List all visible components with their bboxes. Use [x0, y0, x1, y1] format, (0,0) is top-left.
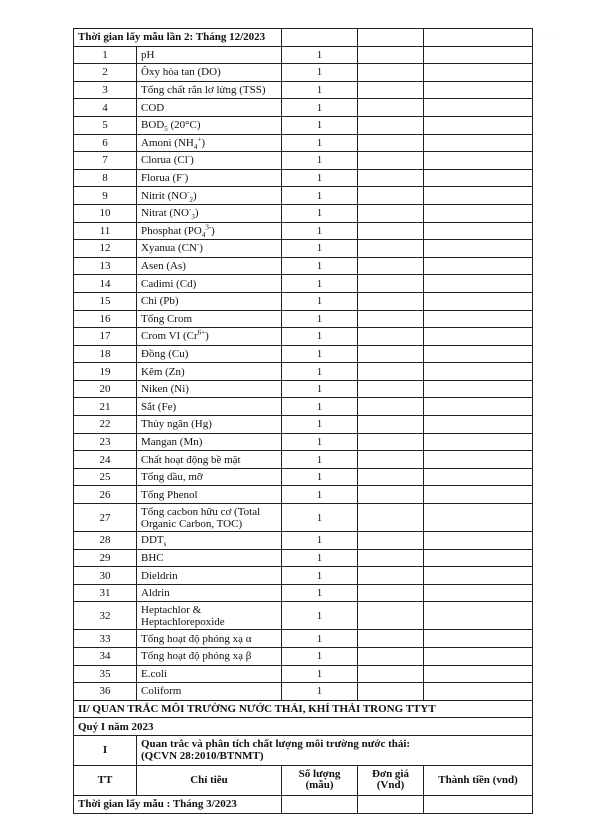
header-total: Thành tiền (vnd) [424, 765, 533, 795]
header-tt: TT [74, 765, 137, 795]
sample-count: 1 [282, 64, 358, 82]
unit-price-cell [358, 204, 424, 222]
sample-count: 1 [282, 310, 358, 328]
unit-price-cell [358, 152, 424, 170]
table-row [74, 398, 533, 416]
row-number: 29 [74, 549, 137, 567]
table-row [74, 504, 533, 532]
table-row [74, 433, 533, 451]
parameter-name: Mangan (Mn) [137, 433, 282, 451]
row-number: 31 [74, 584, 137, 602]
table-row [74, 532, 533, 550]
item-line-2: (QCVN 28:2010/BTNMT) [141, 750, 264, 763]
total-cell [424, 532, 533, 550]
total-cell [424, 630, 533, 648]
unit-price-cell [358, 398, 424, 416]
unit-price-cell [358, 99, 424, 117]
sample-count: 1 [282, 665, 358, 683]
unit-price-cell [358, 345, 424, 363]
unit-price-cell [358, 169, 424, 187]
period-3-title: Thời gian lấy mẫu : Tháng 3/2023 [74, 795, 282, 813]
sample-count: 1 [282, 549, 358, 567]
quarter-row [74, 718, 533, 736]
parameter-name: Chì (Pb) [137, 292, 282, 310]
table-row [74, 468, 533, 486]
table-row [74, 81, 533, 99]
total-cell [424, 468, 533, 486]
parameter-name: Chất hoạt động bề mặt [137, 451, 282, 469]
row-number: 20 [74, 380, 137, 398]
row-number: 23 [74, 433, 137, 451]
parameter-name: Ôxy hòa tan (DO) [137, 64, 282, 82]
unit-price-cell [358, 222, 424, 240]
parameter-name: Xyanua (CN-) [137, 240, 282, 258]
unit-price-cell [358, 416, 424, 434]
row-number: 15 [74, 292, 137, 310]
sample-count: 1 [282, 468, 358, 486]
table-row [74, 64, 533, 82]
period-2-title: Thời gian lấy mẫu lần 2: Tháng 12/2023 [74, 29, 282, 47]
table-row [74, 602, 533, 630]
row-number: 7 [74, 152, 137, 170]
table-row [74, 328, 533, 346]
table-row [74, 204, 533, 222]
sample-count: 1 [282, 380, 358, 398]
parameter-name: Heptachlor & Heptachlorepoxide [137, 602, 282, 630]
total-cell [424, 116, 533, 134]
unit-price-cell [358, 648, 424, 666]
parameter-name: Niken (Ni) [137, 380, 282, 398]
sample-count: 1 [282, 292, 358, 310]
unit-price-cell [358, 486, 424, 504]
sample-count: 1 [282, 584, 358, 602]
row-number: 10 [74, 204, 137, 222]
row-number: 30 [74, 567, 137, 585]
row-number: 27 [74, 504, 137, 532]
sample-count: 1 [282, 648, 358, 666]
total-cell [424, 81, 533, 99]
row-number: 13 [74, 257, 137, 275]
parameter-name: pH [137, 46, 282, 64]
unit-price-cell [358, 451, 424, 469]
sample-count: 1 [282, 134, 358, 152]
table-row [74, 257, 533, 275]
table-row [74, 152, 533, 170]
total-cell [424, 504, 533, 532]
row-number: 1 [74, 46, 137, 64]
price-table [73, 28, 533, 814]
total-cell [424, 433, 533, 451]
total-cell [424, 275, 533, 293]
total-cell [424, 486, 533, 504]
parameter-name: Coliform [137, 683, 282, 701]
row-number: 34 [74, 648, 137, 666]
parameter-name: Tổng Crom [137, 310, 282, 328]
parameter-name: Đồng (Cu) [137, 345, 282, 363]
total-cell [424, 380, 533, 398]
parameter-name: Tổng hoạt độ phóng xạ α [137, 630, 282, 648]
total-cell [424, 451, 533, 469]
row-number: 22 [74, 416, 137, 434]
sample-count: 1 [282, 630, 358, 648]
total-cell [424, 648, 533, 666]
total-cell [424, 46, 533, 64]
unit-price-cell [358, 630, 424, 648]
unit-price-cell [358, 504, 424, 532]
parameter-name: Clorua (Cl-) [137, 152, 282, 170]
table-row [74, 648, 533, 666]
sample-count: 1 [282, 152, 358, 170]
table-row [74, 363, 533, 381]
row-number: 33 [74, 630, 137, 648]
row-number: 21 [74, 398, 137, 416]
total-cell [424, 152, 533, 170]
row-number: 12 [74, 240, 137, 258]
parameter-name: Florua (F-) [137, 169, 282, 187]
row-number: 24 [74, 451, 137, 469]
sample-count: 1 [282, 99, 358, 117]
sample-count: 1 [282, 363, 358, 381]
sample-count: 1 [282, 116, 358, 134]
unit-price-cell [358, 549, 424, 567]
header-name: Chỉ tiêu [137, 765, 282, 795]
row-number: 4 [74, 99, 137, 117]
sample-count: 1 [282, 46, 358, 64]
total-cell [424, 683, 533, 701]
total-cell [424, 222, 533, 240]
total-cell [424, 567, 533, 585]
sample-count: 1 [282, 204, 358, 222]
unit-price-cell [358, 257, 424, 275]
table-row [74, 416, 533, 434]
row-number: 2 [74, 64, 137, 82]
table-row [74, 240, 533, 258]
total-cell [424, 328, 533, 346]
unit-price-cell [358, 240, 424, 258]
row-number: 3 [74, 81, 137, 99]
table-row [74, 584, 533, 602]
total-cell [424, 292, 533, 310]
total-cell [424, 363, 533, 381]
item-description [137, 735, 533, 765]
unit-price-cell [358, 81, 424, 99]
unit-price-cell [358, 532, 424, 550]
sample-count: 1 [282, 567, 358, 585]
sample-count: 1 [282, 187, 358, 205]
period-2-row [74, 29, 533, 47]
sample-count: 1 [282, 345, 358, 363]
sample-count: 1 [282, 602, 358, 630]
table-row [74, 134, 533, 152]
sample-count: 1 [282, 451, 358, 469]
sample-count: 1 [282, 275, 358, 293]
table-row [74, 169, 533, 187]
section-2-title: II/ QUAN TRẮC MÔI TRƯỜNG NƯỚC THẢI, KHÍ THẢI TRONG TTYT [74, 700, 533, 718]
row-number: 25 [74, 468, 137, 486]
scan-artifact-dots: · · · [537, 33, 561, 39]
unit-price-cell [358, 602, 424, 630]
row-number: 18 [74, 345, 137, 363]
unit-price-cell [358, 468, 424, 486]
parameter-name: Kẽm (Zn) [137, 363, 282, 381]
parameter-name: Aldrin [137, 584, 282, 602]
row-number: 11 [74, 222, 137, 240]
unit-price-cell [358, 310, 424, 328]
parameter-name: Nitrit $(NO^-_2)$ [137, 187, 282, 205]
sample-count: 1 [282, 504, 358, 532]
unit-price-cell [358, 187, 424, 205]
table-row [74, 310, 533, 328]
unit-price-cell [358, 328, 424, 346]
parameter-name: $DDT_s$ [137, 532, 282, 550]
table-row [74, 46, 533, 64]
sample-count: 1 [282, 532, 358, 550]
sample-count: 1 [282, 257, 358, 275]
total-cell [424, 64, 533, 82]
row-number: 32 [74, 602, 137, 630]
total-cell [424, 187, 533, 205]
row-number: 28 [74, 532, 137, 550]
unit-price-cell [358, 116, 424, 134]
sample-count: 1 [282, 416, 358, 434]
table-row [74, 275, 533, 293]
sample-count: 1 [282, 169, 358, 187]
parameter-name: Sắt (Fe) [137, 398, 282, 416]
row-number: 9 [74, 187, 137, 205]
table-row [74, 345, 533, 363]
header-price: Đơn giá (Vnd) [358, 765, 424, 795]
table-row [74, 292, 533, 310]
parameter-name: Tổng hoạt độ phóng xạ β [137, 648, 282, 666]
total-cell [424, 134, 533, 152]
sample-count: 1 [282, 683, 358, 701]
unit-price-cell [358, 584, 424, 602]
total-cell [424, 416, 533, 434]
parameter-name: Dieldrin [137, 567, 282, 585]
total-cell [424, 398, 533, 416]
parameter-name: Crom VI $(Cr^{6+})$ [137, 328, 282, 346]
table-row [74, 486, 533, 504]
unit-price-cell [358, 292, 424, 310]
item-number: I [74, 735, 137, 765]
section-2-title-row [74, 700, 533, 718]
parameter-name: Tổng cacbon hữu cơ (Total Organic Carbon, TOC) [137, 504, 282, 532]
parameter-name: Tổng dầu, mỡ [137, 468, 282, 486]
row-number: 6 [74, 134, 137, 152]
parameter-name: E.coli [137, 665, 282, 683]
total-cell [424, 257, 533, 275]
sample-count: 1 [282, 240, 358, 258]
table-row [74, 187, 533, 205]
row-number: 14 [74, 275, 137, 293]
row-number: 5 [74, 116, 137, 134]
table-row [74, 99, 533, 117]
unit-price-cell [358, 275, 424, 293]
parameter-name: Phosphat $(PO_4^{3-})$ [137, 222, 282, 240]
parameter-name: BHC [137, 549, 282, 567]
parameter-name: COD [137, 99, 282, 117]
parameter-name: $BOD_5$ (20°C) [137, 116, 282, 134]
sample-count: 1 [282, 328, 358, 346]
quarter-label: Quý I năm 2023 [74, 718, 533, 736]
parameter-name: Amoni $(NH_4^+)$ [137, 134, 282, 152]
parameter-name: Cadimi (Cd) [137, 275, 282, 293]
unit-price-cell [358, 380, 424, 398]
unit-price-cell [358, 567, 424, 585]
unit-price-cell [358, 64, 424, 82]
table-row [74, 451, 533, 469]
parameter-name: Tổng chất rắn lơ lửng (TSS) [137, 81, 282, 99]
table-row [74, 549, 533, 567]
row-number: 16 [74, 310, 137, 328]
table-row [74, 116, 533, 134]
unit-price-cell [358, 433, 424, 451]
total-cell [424, 169, 533, 187]
total-cell [424, 345, 533, 363]
header-row [74, 765, 533, 795]
row-number: 35 [74, 665, 137, 683]
sample-count: 1 [282, 433, 358, 451]
row-number: 8 [74, 169, 137, 187]
sample-count: 1 [282, 486, 358, 504]
unit-price-cell [358, 665, 424, 683]
total-cell [424, 204, 533, 222]
total-cell [424, 584, 533, 602]
parameter-name: Tổng Phenol [137, 486, 282, 504]
sample-count: 1 [282, 398, 358, 416]
unit-price-cell [358, 363, 424, 381]
parameter-name: Nitrat $(NO^-_3)$ [137, 204, 282, 222]
table-row [74, 630, 533, 648]
sample-count: 1 [282, 222, 358, 240]
sample-count: 1 [282, 81, 358, 99]
total-cell [424, 549, 533, 567]
total-cell [424, 665, 533, 683]
header-qty: Số lượng (mẫu) [282, 765, 358, 795]
parameter-name: Thủy ngân (Hg) [137, 416, 282, 434]
unit-price-cell [358, 134, 424, 152]
total-cell [424, 310, 533, 328]
table-row [74, 665, 533, 683]
item-row [74, 735, 533, 765]
row-number: 19 [74, 363, 137, 381]
parameter-name: Asen (As) [137, 257, 282, 275]
unit-price-cell [358, 683, 424, 701]
table-row [74, 567, 533, 585]
table-row [74, 222, 533, 240]
row-number: 26 [74, 486, 137, 504]
period-3-row [74, 795, 533, 813]
table-row [74, 683, 533, 701]
total-cell [424, 240, 533, 258]
table-row [74, 380, 533, 398]
unit-price-cell [358, 46, 424, 64]
item-line-1: Quan trắc và phân tích chất lượng môi trường nước thải: [141, 738, 411, 751]
total-cell [424, 602, 533, 630]
row-number: 36 [74, 683, 137, 701]
total-cell [424, 99, 533, 117]
row-number: 17 [74, 328, 137, 346]
